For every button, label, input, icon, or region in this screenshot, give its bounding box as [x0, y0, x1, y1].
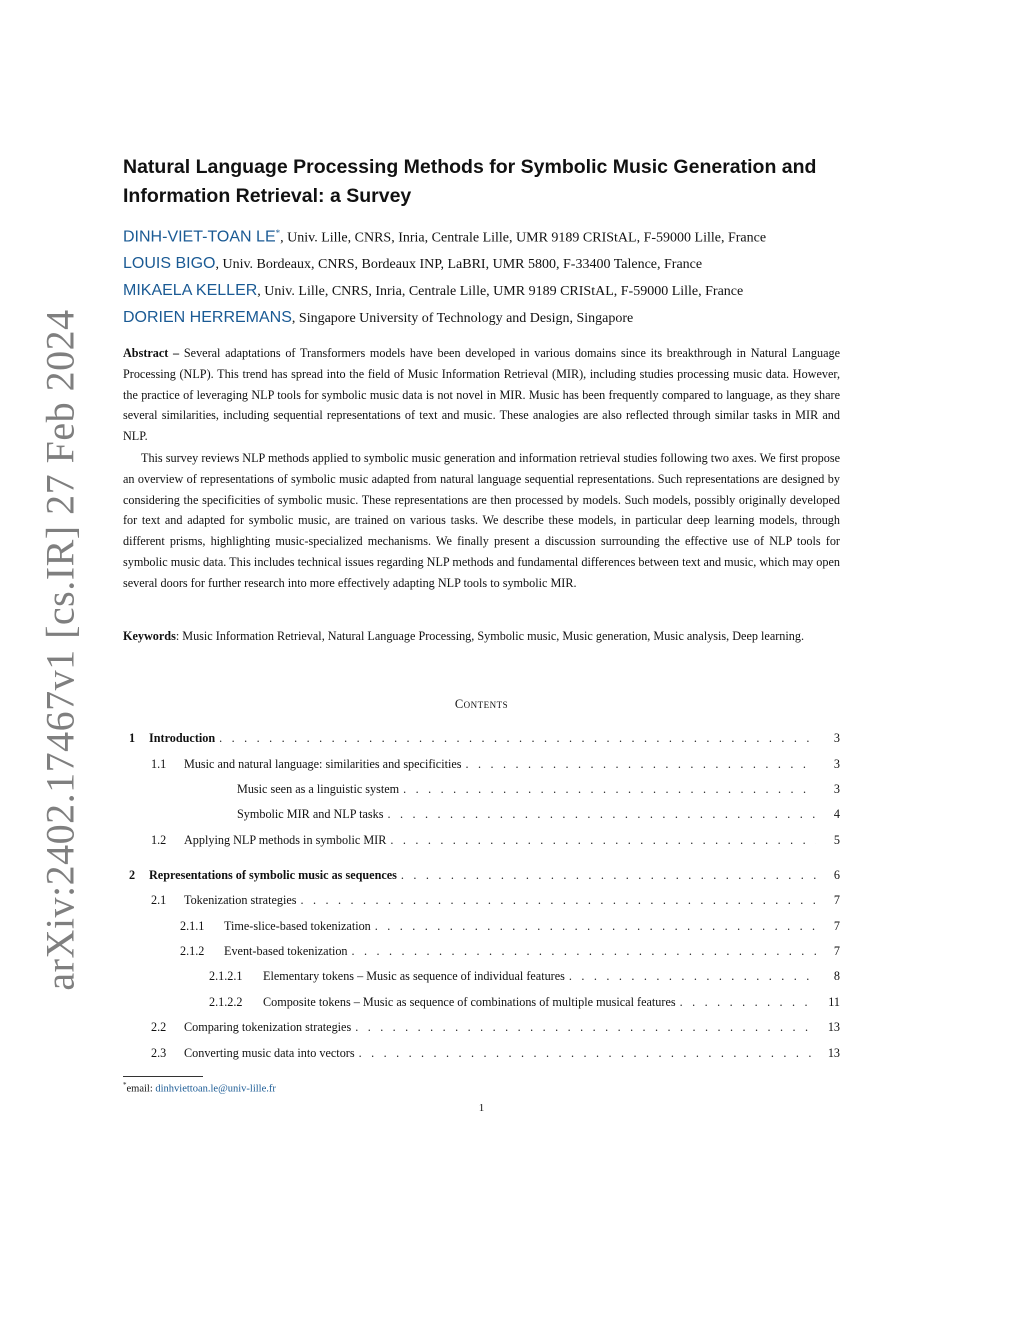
- toc-label: Representations of symbolic music as sequences: [149, 868, 397, 882]
- toc-entry-2-3[interactable]: [151, 1046, 840, 1064]
- toc-leader: [387, 807, 816, 822]
- toc-page: 3: [833, 782, 840, 796]
- toc-entry-1-1[interactable]: [151, 757, 840, 775]
- toc-leader: [403, 782, 816, 797]
- toc-leader: [390, 833, 816, 848]
- toc-number: 1: [129, 731, 136, 745]
- toc-entry-1-2[interactable]: [151, 833, 840, 851]
- page-number: 1: [478, 1102, 485, 1114]
- toc-number: 2.1: [151, 893, 167, 907]
- author-name[interactable]: DINH-VIET-TOAN LE: [123, 228, 276, 246]
- toc-entry-2-1-2[interactable]: [180, 944, 840, 962]
- arxiv-stamp: arXiv:2402.17467v1 [cs.IR] 27 Feb 2024: [37, 309, 83, 991]
- toc-number: 2.1.2.1: [209, 969, 243, 983]
- email-link[interactable]: dinhviettoan.le@univ-lille.fr: [155, 1083, 276, 1095]
- footnote-label: email:: [126, 1083, 156, 1095]
- toc-number: 2: [129, 868, 136, 882]
- footnote-mark: *: [123, 1081, 127, 1089]
- abstract-label: Abstract –: [123, 346, 180, 360]
- toc-leader: [569, 969, 816, 984]
- footnote: [123, 1081, 276, 1095]
- toc-leader: [680, 995, 816, 1010]
- toc-page: 3: [833, 757, 840, 771]
- toc-number: 1.2: [151, 833, 167, 847]
- toc-entry-representations[interactable]: [129, 868, 840, 886]
- footnote-rule: [123, 1076, 203, 1077]
- toc-number: 1.1: [151, 757, 167, 771]
- toc-number: 2.1.2.2: [209, 995, 243, 1009]
- toc-entry-2-1-2-1[interactable]: [209, 969, 840, 987]
- toc-leader: [375, 919, 816, 934]
- author-name[interactable]: MIKAELA KELLER: [123, 282, 258, 299]
- toc-page: 13: [827, 1046, 840, 1060]
- author-name[interactable]: DORIEN HERREMANS: [123, 309, 292, 326]
- toc-entry-mir-nlp-tasks[interactable]: [237, 807, 840, 825]
- toc-leader: [219, 731, 816, 746]
- abstract-paragraph-1: [123, 343, 840, 447]
- toc-label: Comparing tokenization strategies: [184, 1020, 352, 1034]
- toc-leader: [401, 868, 816, 883]
- author-affiliation: , Univ. Lille, CNRS, Inria, Centrale Lille, UMR 9189 CRIStAL, F-59000 Lille, France: [280, 230, 767, 246]
- toc-label: Music seen as a linguistic system: [237, 782, 400, 796]
- toc-label: Music and natural language: similarities and specificities: [184, 757, 462, 771]
- toc-label: Elementary tokens – Music as sequence of individual features: [263, 969, 565, 983]
- author-line-3: [123, 282, 743, 300]
- toc-page: 11: [828, 995, 840, 1009]
- toc-entry-introduction[interactable]: [129, 731, 840, 749]
- abstract-paragraph-2: This survey reviews NLP methods applied to symbolic music generation and information retrieval studies following two axes. We first propose an overview of representations of symbolic music adapted from natural language sequential representations. Such representations are designed by considering the specificities of symbolic music. These representations are then processed by models. Such models, possibly originally developed for text and adapted for symbolic music, are trained on various tasks. We describe these models, in particular deep learning models, through different prisms, highlighting music-specialized mechanisms. We finally present a discussion surrounding the effective use of NLP tools for symbolic music data. This includes technical issues regarding NLP methods and fundamental differences between text and music, which may open several doors for further research into more effectively adapting NLP tools to symbolic MIR.: [123, 451, 840, 590]
- author-line-2: [123, 255, 702, 273]
- keywords-label: Keywords: [123, 629, 176, 643]
- toc-label: Symbolic MIR and NLP tasks: [237, 807, 384, 821]
- toc-leader: [466, 757, 816, 772]
- paper-title: Natural Language Processing Methods for Symbolic Music Generation and Information Retrieval: a Survey: [123, 156, 817, 207]
- contents-heading: Contents: [454, 697, 509, 711]
- toc-label: Composite tokens – Music as sequence of combinations of multiple musical features: [263, 995, 676, 1009]
- toc-number: 2.2: [151, 1020, 167, 1034]
- toc-page: 6: [833, 868, 840, 882]
- toc-page: 5: [833, 833, 840, 847]
- author-name[interactable]: LOUIS BIGO: [123, 255, 216, 272]
- toc-number: 2.1.1: [180, 919, 205, 933]
- toc-entry-2-2[interactable]: [151, 1020, 840, 1038]
- toc-page: 13: [827, 1020, 840, 1034]
- toc-label: Converting music data into vectors: [184, 1046, 355, 1060]
- author-footnote-mark[interactable]: *: [275, 228, 281, 238]
- toc-label: Time-slice-based tokenization: [224, 919, 371, 933]
- toc-page: 7: [833, 893, 840, 907]
- toc-number: 2.1.2: [180, 944, 205, 958]
- author-affiliation: , Singapore University of Technology and Design, Singapore: [291, 311, 634, 326]
- abstract-text: Several adaptations of Transformers models have been developed in various domains since its breakthrough in Natural Language Processing (NLP). This trend has spread into the field of Music Information Retrieval (MIR), including studies processing music data. However, the practice of leveraging NLP tools for symbolic music data is not novel in MIR. Music has been frequently compared to language, as they share several similarities, including sequential representations of text and music. These analogies are also reflected through similar tasks in MIR and NLP.: [123, 346, 840, 444]
- toc-page: 8: [833, 969, 840, 983]
- toc-page: 7: [833, 919, 840, 933]
- author-line-1: [123, 228, 766, 247]
- toc-page: 3: [833, 731, 840, 745]
- toc-leader: [352, 944, 816, 959]
- toc-leader: [355, 1020, 816, 1035]
- toc-label: Tokenization strategies: [184, 893, 297, 907]
- toc-label: Applying NLP methods in symbolic MIR: [184, 833, 387, 847]
- toc-page: 4: [833, 807, 840, 821]
- toc-number: 2.3: [151, 1046, 167, 1060]
- keywords: [123, 626, 840, 647]
- toc-label: Introduction: [149, 731, 216, 745]
- toc-entry-2-1-2-2[interactable]: [209, 995, 840, 1013]
- keywords-text: : Music Information Retrieval, Natural Language Processing, Symbolic music, Music generation, Music analysis, Deep learning.: [175, 629, 804, 643]
- toc-page: 7: [833, 944, 840, 958]
- toc-entry-2-1-1[interactable]: [180, 919, 840, 937]
- author-line-4: [123, 309, 633, 327]
- author-affiliation: , Univ. Bordeaux, CNRS, Bordeaux INP, LaBRI, UMR 5800, F-33400 Talence, France: [215, 257, 703, 272]
- toc-leader: [359, 1046, 816, 1061]
- toc-label: Event-based tokenization: [224, 944, 348, 958]
- toc-leader: [301, 893, 816, 908]
- toc-entry-linguistic-system[interactable]: [237, 782, 840, 800]
- author-affiliation: , Univ. Lille, CNRS, Inria, Centrale Lille, UMR 9189 CRIStAL, F-59000 Lille, France: [257, 284, 744, 299]
- toc-entry-2-1[interactable]: [151, 893, 840, 911]
